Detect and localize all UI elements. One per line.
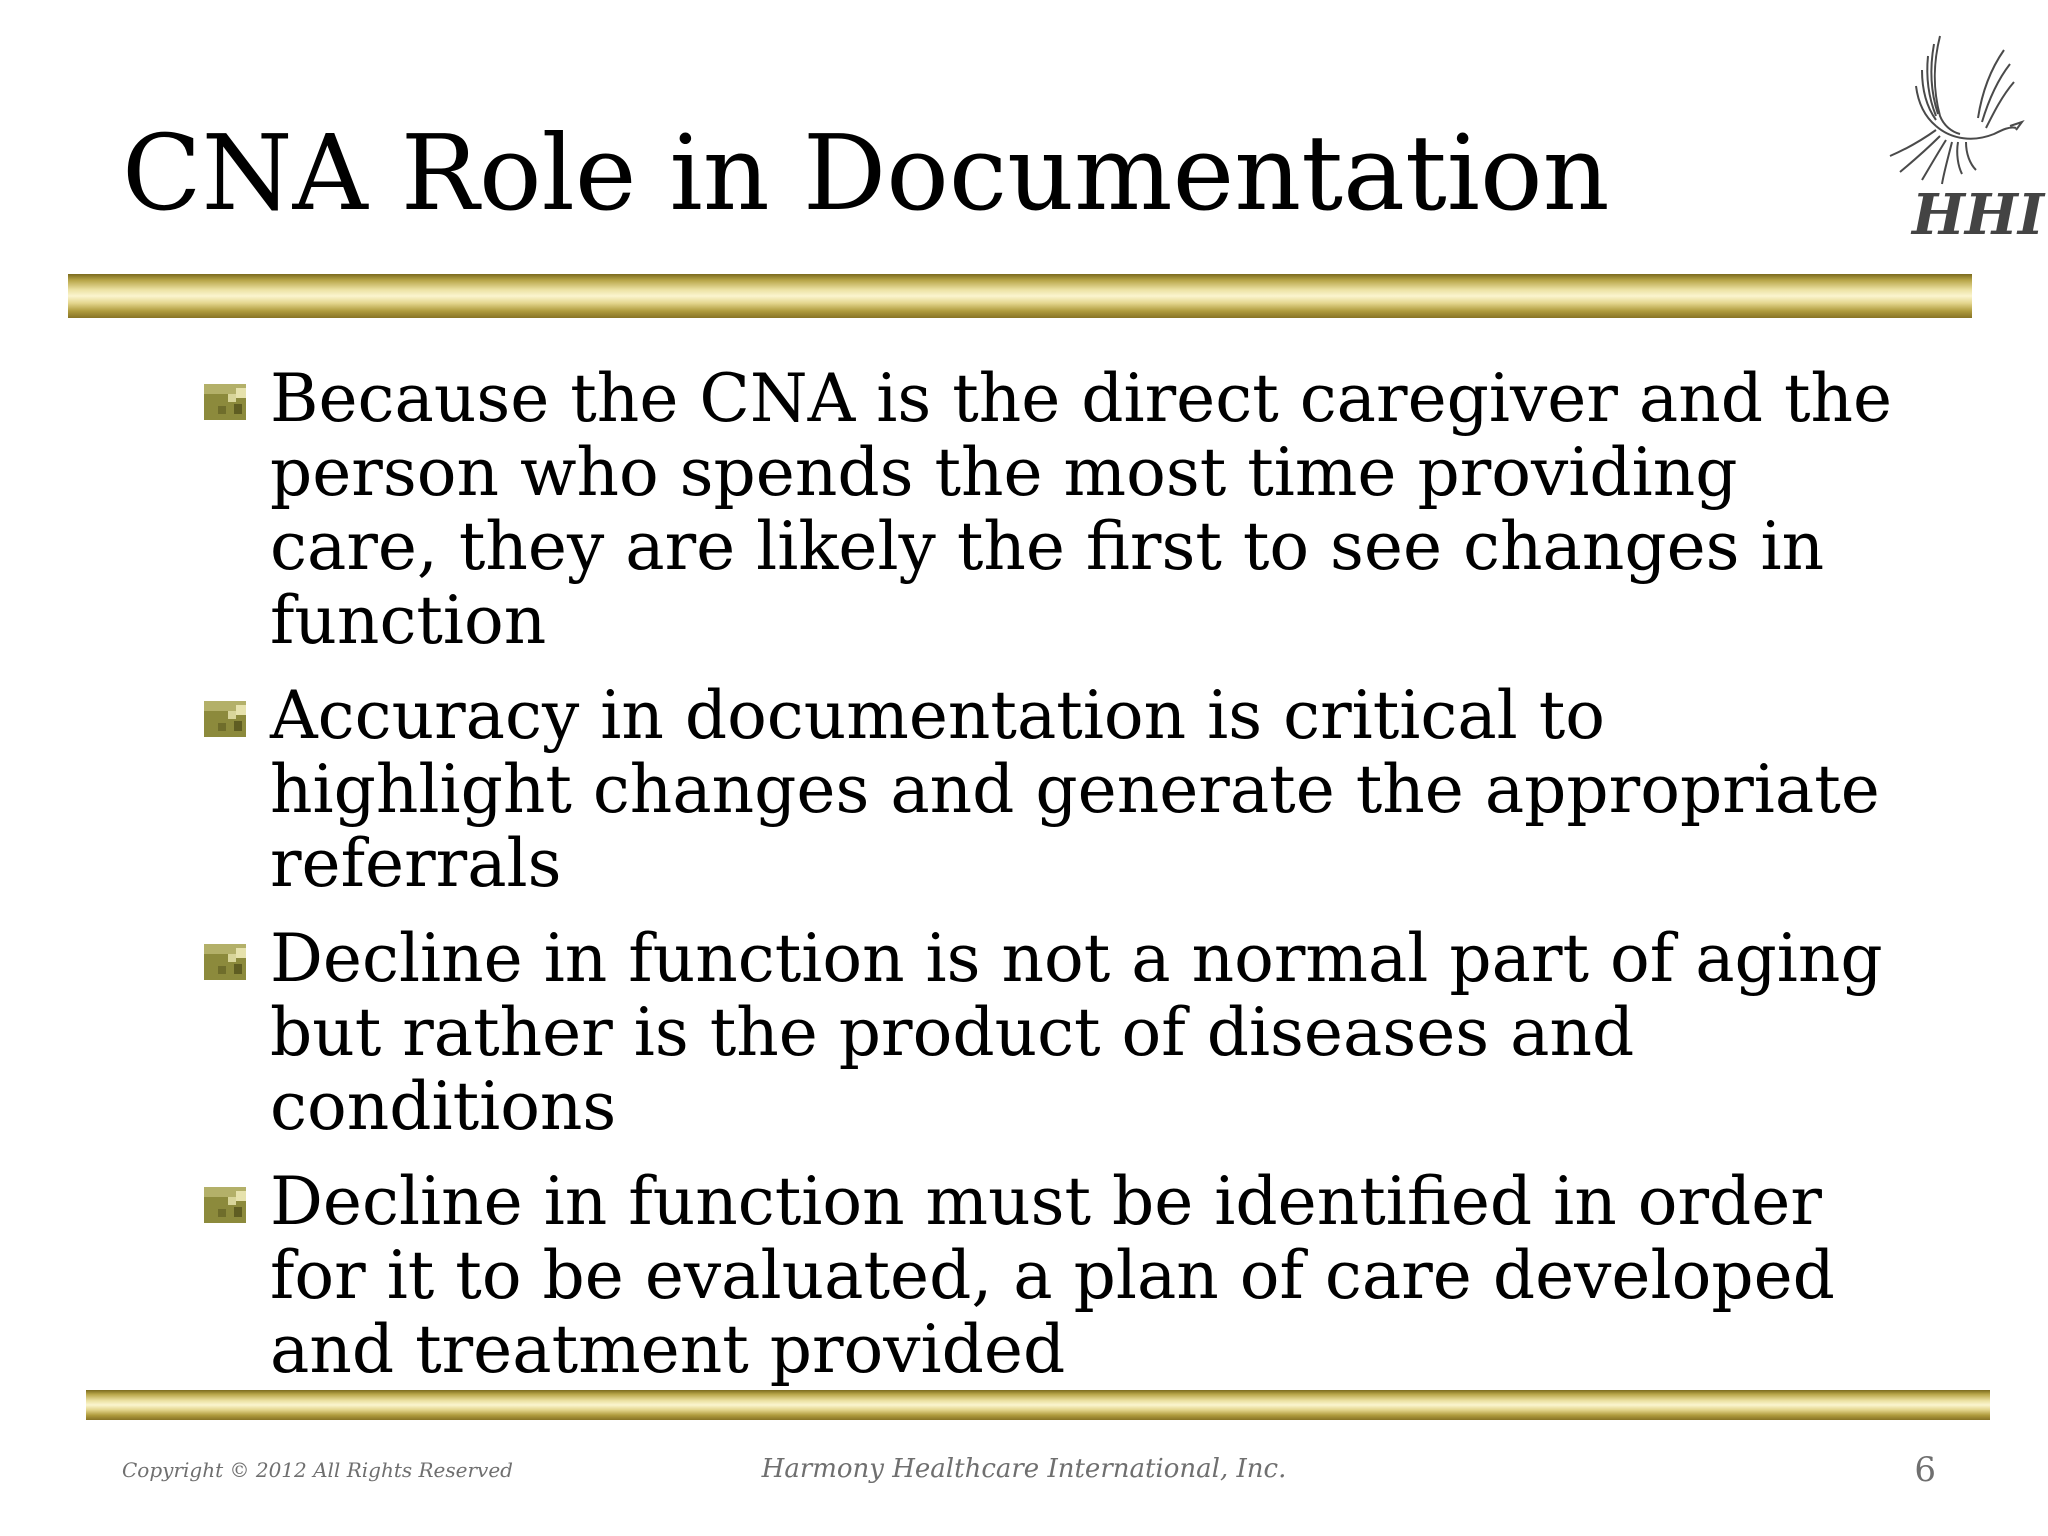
bullet-square-icon — [204, 944, 246, 980]
bullet-item — [0, 922, 1910, 1144]
bullet-square-icon — [204, 1187, 246, 1223]
bullet-square-icon — [204, 384, 246, 420]
bullet-item — [0, 362, 1910, 658]
bullet-text: Decline in function must be identified in order for it to be evaluated, a plan of care developed and treatment provided — [270, 1163, 1835, 1388]
bullet-square-icon — [204, 701, 246, 737]
bullet-text: Because the CNA is the direct caregiver and the person who spends the most time providing care, they are likely the first to see changes in function — [270, 360, 1893, 659]
bullet-list — [0, 362, 2048, 1408]
company-logo — [1882, 30, 2045, 248]
title-divider — [68, 274, 1972, 318]
bullet-item — [0, 1165, 1910, 1387]
bullet-text: Decline in function is not a normal part of aging but rather is the product of diseases and conditions — [270, 920, 1883, 1145]
slide-title: CNA Role in Documentation — [122, 112, 1610, 234]
page-number: 6 — [1914, 1450, 1936, 1490]
bullet-text: Accuracy in documentation is critical to highlight changes and generate the appropriate referrals — [270, 677, 1880, 902]
footer-divider — [86, 1390, 1990, 1420]
bullet-item — [0, 679, 1910, 901]
footer-copyright: Copyright © 2012 All Rights Reserved — [122, 1458, 513, 1482]
dove-icon — [1882, 30, 2045, 248]
footer-company: Harmony Healthcare International, Inc. — [761, 1454, 1287, 1484]
logo-text: HHI — [1912, 182, 2045, 248]
